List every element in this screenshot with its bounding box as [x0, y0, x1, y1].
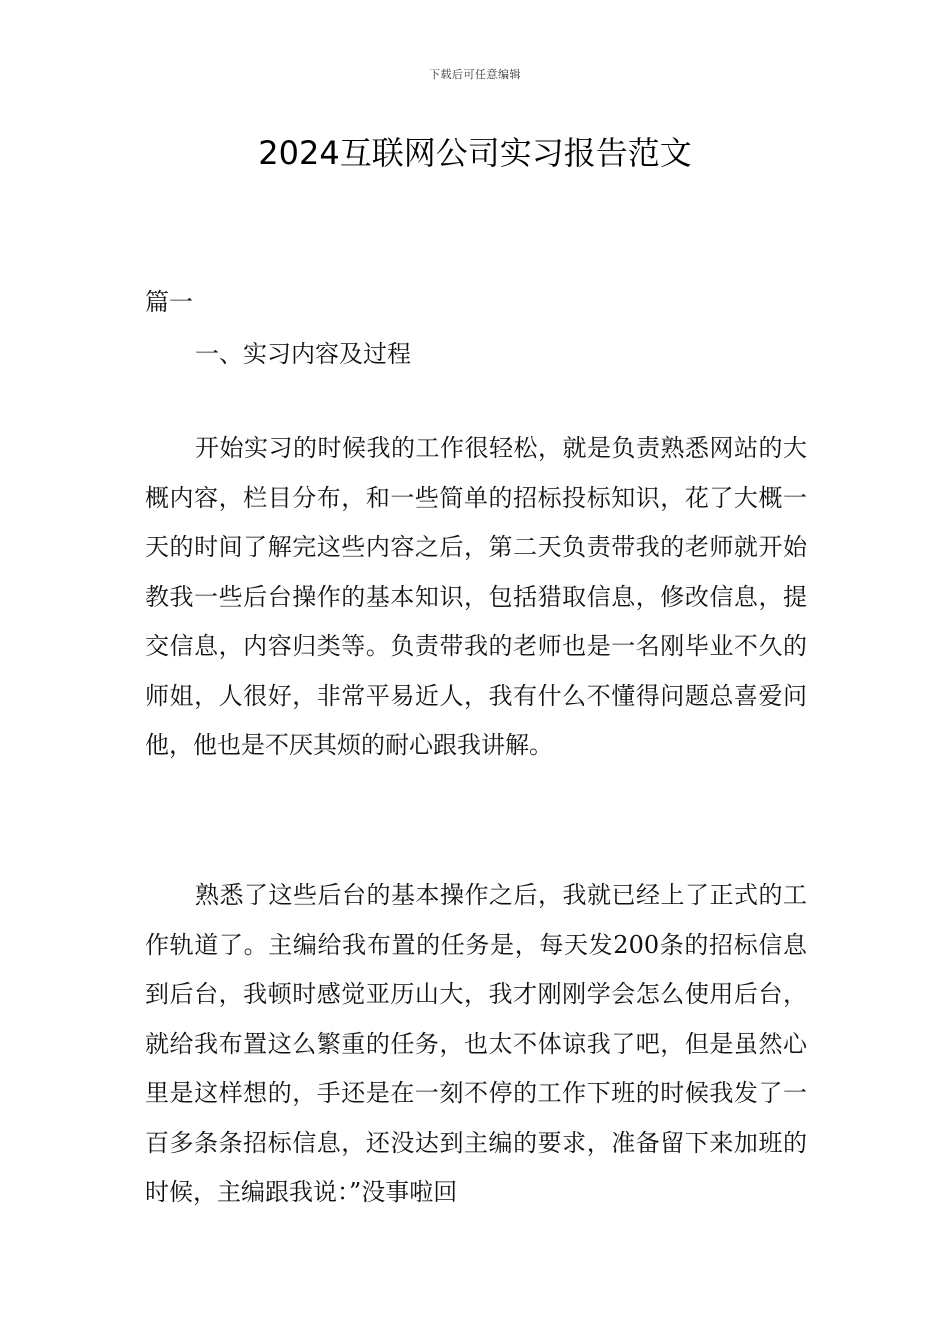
- header-note: 下载后可任意编辑: [429, 68, 521, 81]
- body-paragraph: 开始实习的时候我的工作很轻松，就是负责熟悉网站的大概内容，栏目分布，和一些简单的招标投标知识，花了大概一天的时间了解完这些内容之后，第二天负责带我的老师就开始教我一些后台操作的基本知识，包括猎取信息，修改信息，提交信息，内容归类等。负责带我的老师也是一名刚毕业不久的师姐，人很好，非常平易近人，我有什么不懂得问题总喜爱问他，他也是不厌其烦的耐心跟我讲解。: [145, 434, 807, 759]
- subsection-heading: 一、实习内容及过程: [195, 340, 411, 368]
- document-title: 2024互联网公司实习报告范文: [258, 134, 692, 172]
- section-label: 篇一: [145, 288, 193, 316]
- body-paragraph: 熟悉了这些后台的基本操作之后，我就已经上了正式的工作轨道了。主编给我布置的任务是，每天发200条的招标信息到后台，我顿时感觉亚历山大，我才刚刚学会怎么使用后台，就给我布置这么繁重的任务，也太不体谅我了吧，但是虽然心里是这样想的，手还是在一刻不停的工作下班的时候我发了一百多条条招标信息，还没达到主编的要求，准备留下来加班的时候，主编跟我说：”没事啦回: [145, 881, 807, 1206]
